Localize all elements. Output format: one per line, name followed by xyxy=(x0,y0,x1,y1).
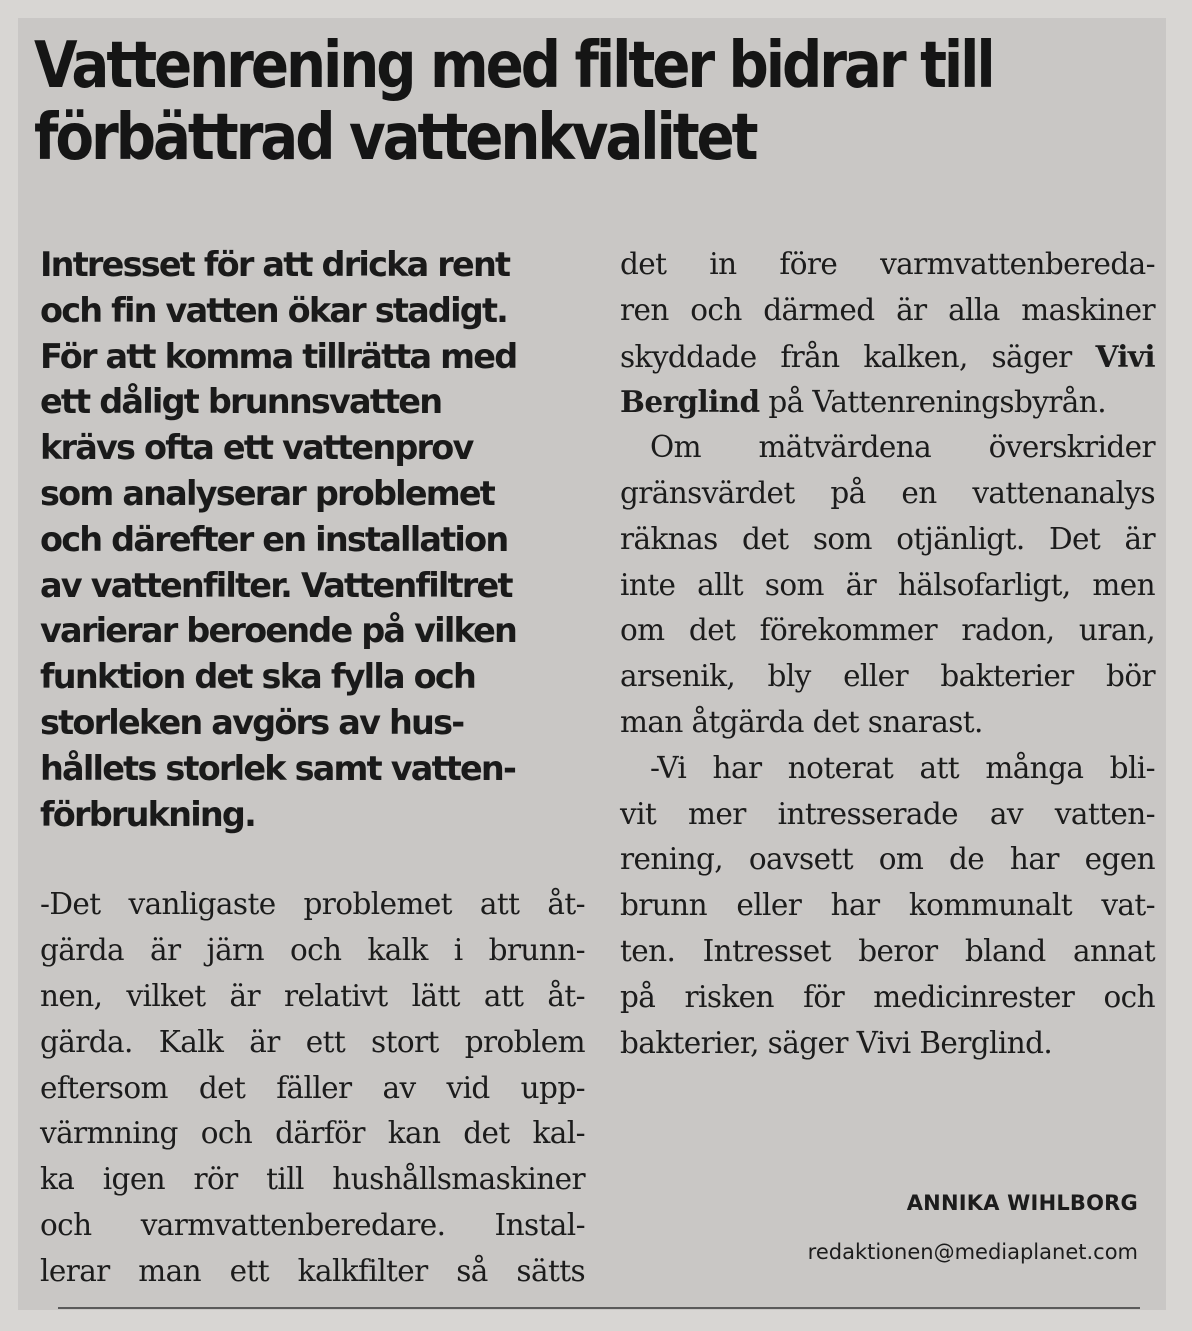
lead-line: hållets storlek samt vatten- xyxy=(40,748,516,788)
lead-line: ett dåligt brunnsvatten xyxy=(40,382,442,422)
body-line: inte allt som är hälsofarligt, men xyxy=(620,567,1155,602)
body-paragraph-2 xyxy=(620,425,1155,746)
body-line: eftersom det fäller av vid upp- xyxy=(40,1070,585,1105)
body-line: ren och därmed är alla maskiner xyxy=(620,292,1155,327)
person-name: Berglind xyxy=(620,384,760,420)
lead-line: som analyserar problemet xyxy=(40,473,495,513)
body-line: och varmvattenberedare. Instal- xyxy=(40,1207,585,1242)
article-headline xyxy=(34,30,1020,174)
lead-paragraph xyxy=(40,242,585,837)
body-line: det in före varmvattenbereda- xyxy=(620,247,1155,281)
lead-line: Intresset för att dricka rent xyxy=(40,245,510,284)
headline-line-1: Vattenrening med filter bidrar till xyxy=(34,29,993,103)
body-line: ten. Intresset beror bland annat xyxy=(620,933,1155,968)
contact-email: redaktionen@mediaplanet.com xyxy=(807,1240,1138,1264)
left-column xyxy=(40,242,585,1295)
body-line: ka igen rör till hushållsmaskiner xyxy=(40,1162,585,1197)
body-line: lerar man ett kalkfilter så sätts xyxy=(40,1253,585,1288)
paragraph-gap xyxy=(40,837,585,882)
body-text: skyddade från kalken, säger xyxy=(620,339,1096,374)
body-line: gärda är järn och kalk i brunn- xyxy=(40,933,585,968)
body-line: gränsvärdet på en vattenanalys xyxy=(620,475,1155,510)
body-line: man åtgärda det snarast. xyxy=(620,704,983,739)
right-column xyxy=(620,242,1155,1066)
body-paragraph-3 xyxy=(620,746,1155,1067)
body-text: på Vattenreningsbyrån. xyxy=(759,385,1106,420)
lead-line: och därefter en installation xyxy=(40,519,508,559)
headline-line-2: förbättrad vattenkvalitet xyxy=(34,101,756,175)
body-line: på risken för medicinrester och xyxy=(620,979,1155,1014)
body-paragraph-left xyxy=(40,882,585,1294)
author-byline: ANNIKA WIHLBORG xyxy=(906,1191,1138,1215)
body-line: -Det vanligaste problemet att åt- xyxy=(40,887,585,922)
body-line: bakterier, säger Vivi Berglind. xyxy=(620,1025,1053,1060)
person-name: Vivi xyxy=(1095,338,1155,374)
body-line: vit mer intresserade av vatten- xyxy=(620,796,1155,831)
body-line: arsenik, bly eller bakterier bör xyxy=(620,659,1155,694)
lead-line: av vattenfilter. Vattenfiltret xyxy=(40,565,512,605)
body-line: värmning och därför kan det kal- xyxy=(40,1116,585,1151)
lead-line: förbrukning. xyxy=(40,794,256,834)
body-line: -Vi har noterat att många bli- xyxy=(650,750,1155,785)
body-line xyxy=(620,379,1155,425)
body-line: räknas det som otjänligt. Det är xyxy=(620,521,1155,556)
body-line: Om mätvärdena överskrider xyxy=(650,430,1155,465)
lead-line: och fin vatten ökar stadigt. xyxy=(40,290,508,330)
bottom-divider xyxy=(58,1307,1140,1309)
lead-line: storleken avgörs av hus- xyxy=(40,702,464,742)
body-line: rening, oavsett om de har egen xyxy=(620,842,1155,877)
lead-line: varierar beroende på vilken xyxy=(40,611,517,651)
body-line: nen, vilket är relativt lätt att åt- xyxy=(40,978,585,1013)
lead-line: För att komma tillrätta med xyxy=(40,336,517,376)
newspaper-clipping xyxy=(18,18,1166,1310)
body-line: brunn eller har kommunalt vat- xyxy=(620,888,1155,923)
body-line xyxy=(620,334,1155,380)
lead-line: krävs ofta ett vattenprov xyxy=(40,428,473,468)
body-paragraph-1 xyxy=(620,242,1155,425)
body-line: gärda. Kalk är ett stort problem xyxy=(40,1024,585,1059)
lead-line: funktion det ska fylla och xyxy=(40,657,476,697)
body-line: om det förekommer radon, uran, xyxy=(620,613,1155,648)
